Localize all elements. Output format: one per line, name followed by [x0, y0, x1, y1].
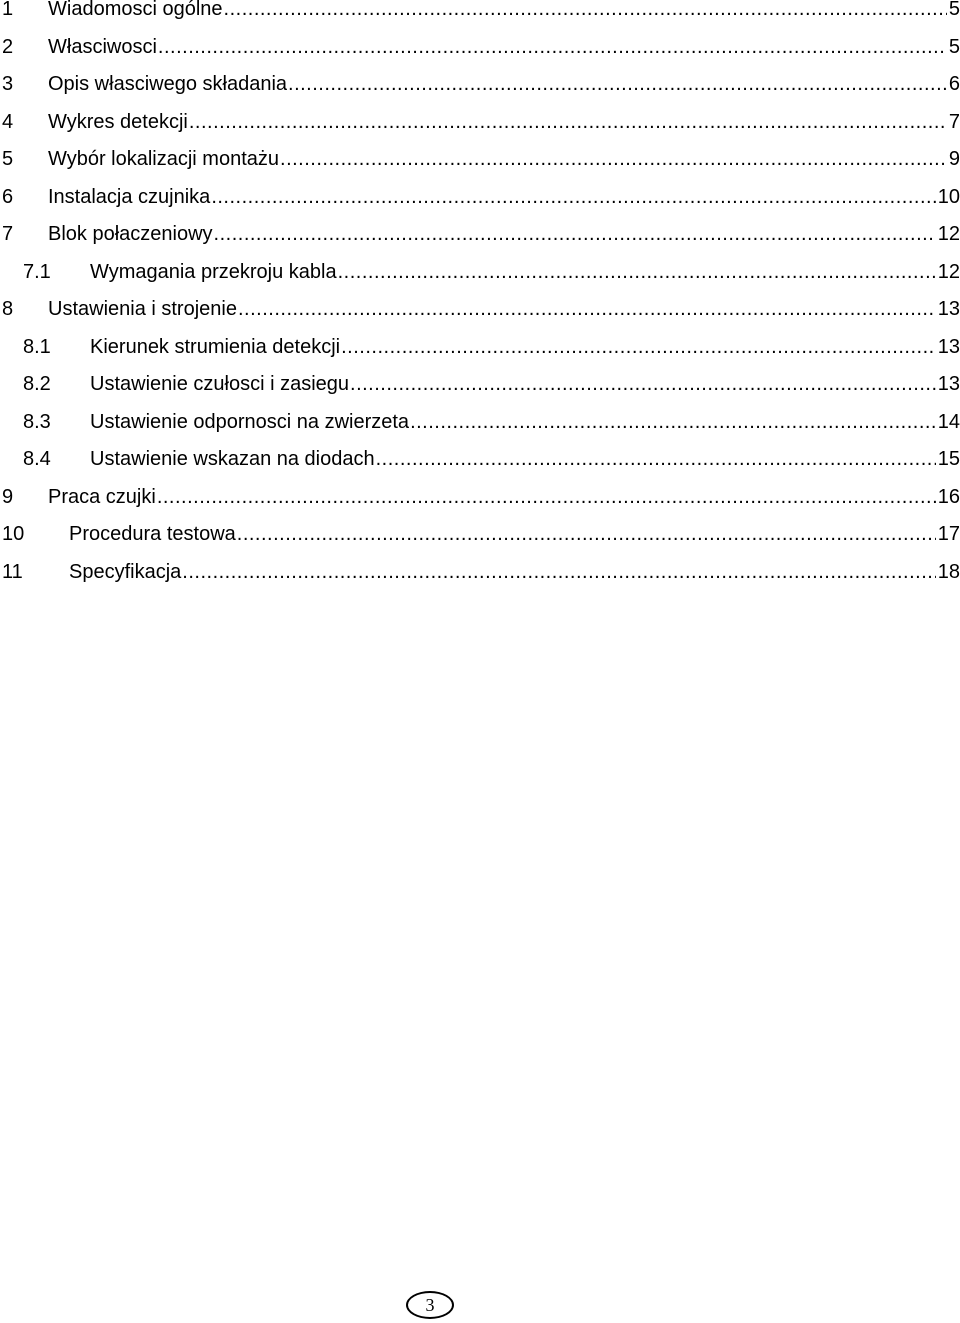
toc-entry-title: Własciwosci — [48, 35, 157, 58]
toc-entry-6[interactable] — [0, 185, 960, 209]
toc-entry-1[interactable] — [0, 0, 960, 21]
toc-dot-leader — [376, 447, 936, 471]
toc-entry-number: 5 — [2, 148, 14, 170]
toc-entry-8-2[interactable] — [0, 372, 960, 396]
toc-entry-page: 6 — [948, 73, 960, 95]
page-number-badge — [406, 1291, 454, 1319]
toc-entry-number: 8.3 — [23, 410, 51, 433]
toc-dot-leader — [338, 260, 936, 284]
toc-entry-title: Instalacja czujnika — [48, 185, 211, 208]
toc-entry-number: 9 — [2, 485, 14, 508]
toc-entry-4[interactable] — [0, 110, 960, 134]
toc-entry-title: Opis własciwego składania — [48, 73, 288, 95]
toc-dot-leader — [224, 0, 947, 21]
toc-dot-leader — [157, 485, 936, 509]
toc-entry-7[interactable] — [0, 222, 960, 246]
toc-entry-page: 13 — [937, 373, 960, 395]
toc-entry-number: 4 — [2, 110, 14, 133]
toc-entry-number: 8.4 — [23, 448, 51, 470]
toc-entry-number: 10 — [2, 523, 25, 545]
toc-entry-page: 9 — [948, 148, 960, 170]
toc-entry-5[interactable] — [0, 147, 960, 171]
toc-entry-title: Blok połaczeniowy — [48, 223, 213, 245]
toc-entry-page: 12 — [937, 260, 960, 283]
toc-entry-title: Wiadomosci ogólne — [48, 0, 223, 20]
page-number: 3 — [425, 1295, 435, 1315]
toc-dot-leader — [237, 522, 936, 546]
toc-entry-10[interactable] — [0, 522, 960, 546]
toc-entry-page: 16 — [937, 485, 960, 508]
toc-dot-leader — [238, 297, 936, 321]
toc-entry-title: Ustawienie wskazan na diodach — [90, 448, 375, 470]
toc-entry-title: Specyfikacja — [69, 560, 182, 583]
toc-entry-title: Kierunek strumienia detekcji — [90, 335, 341, 358]
toc-entry-title: Ustawienie czułosci i zasiegu — [90, 373, 350, 395]
toc-entry-8-4[interactable] — [0, 447, 960, 471]
toc-entry-number: 11 — [2, 560, 23, 583]
toc-entry-page: 14 — [937, 410, 960, 433]
toc-entry-title: Wykres detekcji — [48, 110, 188, 133]
toc-entry-number: 3 — [2, 73, 14, 95]
toc-dot-leader — [189, 110, 947, 134]
toc-dot-leader — [158, 35, 947, 59]
toc-entry-title: Procedura testowa — [69, 523, 236, 545]
toc-entry-title: Ustawienie odpornosci na zwierzeta — [90, 410, 410, 433]
toc-entry-title: Ustawienia i strojenie — [48, 298, 237, 320]
toc-entry-page: 5 — [948, 0, 960, 20]
toc-dot-leader — [182, 560, 935, 584]
toc-entry-7-1[interactable] — [0, 260, 960, 284]
toc-entry-page: 7 — [948, 110, 960, 133]
toc-entry-page: 17 — [937, 523, 960, 545]
toc-entry-9[interactable] — [0, 485, 960, 509]
toc-entry-page: 5 — [948, 35, 960, 58]
toc-dot-leader — [214, 222, 936, 246]
toc-entry-page: 13 — [937, 335, 960, 358]
toc-entry-number: 7.1 — [23, 260, 51, 283]
toc-entry-page: 13 — [937, 298, 960, 320]
toc-entry-title: Wymagania przekroju kabla — [90, 260, 337, 283]
toc-entry-number: 6 — [2, 185, 14, 208]
toc-dot-leader — [341, 335, 936, 359]
toc-entry-number: 8 — [2, 298, 14, 320]
toc-dot-leader — [410, 410, 936, 434]
toc-entry-11[interactable] — [0, 560, 960, 584]
toc-entry-number: 2 — [2, 35, 14, 58]
toc-entry-number: 8.2 — [23, 373, 51, 395]
toc-entry-page: 15 — [937, 448, 960, 470]
toc-entry-2[interactable] — [0, 35, 960, 59]
toc-entry-8-1[interactable] — [0, 335, 960, 359]
toc-entry-page: 10 — [937, 185, 960, 208]
toc-dot-leader — [280, 147, 947, 171]
toc-entry-title: Praca czujki — [48, 485, 156, 508]
toc-entry-number: 7 — [2, 223, 14, 245]
toc-dot-leader — [288, 72, 947, 96]
toc-dot-leader — [211, 185, 935, 209]
toc-entry-number: 1 — [2, 0, 14, 20]
toc-entry-title: Wybór lokalizacji montażu — [48, 148, 280, 170]
toc-entry-8-3[interactable] — [0, 410, 960, 434]
toc-entry-number: 8.1 — [23, 335, 51, 358]
toc-entry-3[interactable] — [0, 72, 960, 96]
toc-dot-leader — [350, 372, 936, 396]
toc-entry-page: 18 — [937, 560, 960, 583]
toc-entry-page: 12 — [937, 223, 960, 245]
toc-entry-8[interactable] — [0, 297, 960, 321]
